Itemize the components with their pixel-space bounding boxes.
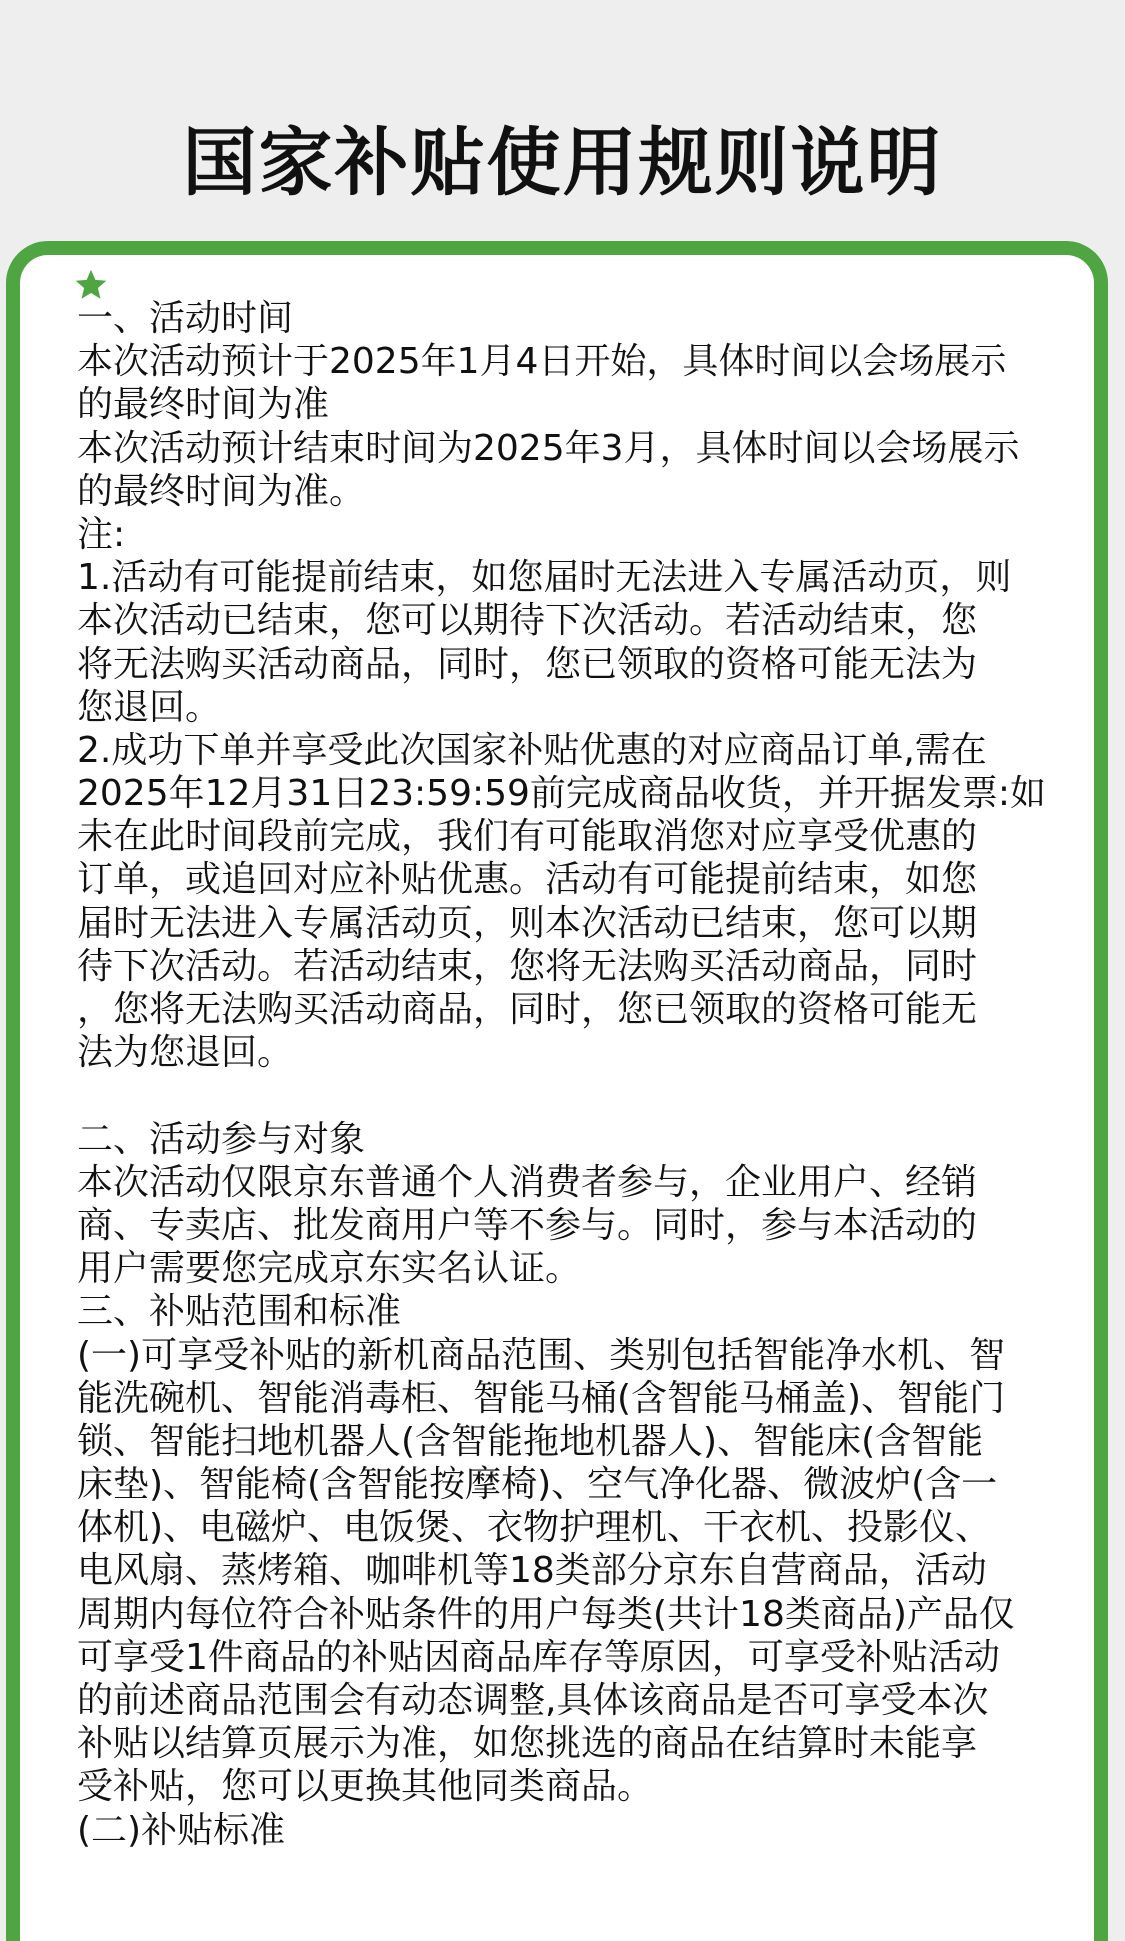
- rules-line: 届时无法进入专属活动页，则本次活动已结束，您可以期: [77, 902, 978, 944]
- rules-line: 锁、智能扫地机器人(含智能拖地机器人)、智能床(含智能: [77, 1420, 984, 1462]
- rules-line: 本次活动已结束，您可以期待下次活动。若活动结束，您: [77, 600, 978, 642]
- rules-line: 二、活动参与对象: [77, 1118, 366, 1160]
- rules-line: 床垫)、智能椅(含智能按摩椅)、空气净化器、微波炉(含一: [77, 1464, 998, 1506]
- rules-text: [77, 297, 1107, 1852]
- rules-line: 周期内每位符合补贴条件的用户每类(共计18类商品)产品仅: [77, 1593, 1015, 1635]
- blank-line: [77, 1074, 1107, 1117]
- rules-line: 三、补贴范围和标准: [77, 1291, 402, 1333]
- rules-line: 未在此时间段前完成，我们有可能取消您对应享受优惠的: [77, 816, 978, 858]
- rules-line: 待下次活动。若活动结束，您将无法购买活动商品，同时: [77, 945, 978, 987]
- rules-line: 您退回。: [77, 686, 222, 728]
- rules-line: 体机)、电磁炉、电饭煲、衣物护理机、干衣机、投影仪、: [77, 1507, 992, 1549]
- rules-line: ，您将无法购买活动商品，同时，您已领取的资格可能无: [77, 989, 978, 1030]
- rules-line: 的前述商品范围会有动态调整,具体该商品是否可享受本次: [77, 1680, 989, 1721]
- rules-line: 受补贴，您可以更换其他同类商品。: [77, 1766, 654, 1808]
- rules-line: (一)可享受补贴的新机商品范围、类别包括智能净水机、智: [77, 1334, 1006, 1376]
- rules-line: 法为您退回。: [77, 1032, 294, 1074]
- rules-line: 本次活动预计于2025年1月4日开始，具体时间以会场展示: [77, 341, 1007, 383]
- rules-line: 本次活动仅限京东普通个人消费者参与，企业用户、经销: [77, 1161, 978, 1203]
- rules-line: 商、专卖店、批发商用户等不参与。同时，参与本活动的: [77, 1204, 978, 1246]
- rules-line: 将无法购买活动商品，同时，您已领取的资格可能无法为: [77, 643, 978, 685]
- rules-line: 补贴以结算页展示为准，如您挑选的商品在结算时未能享: [77, 1723, 978, 1765]
- rules-line: (二)补贴标准: [77, 1809, 286, 1851]
- rules-line: 1.活动有可能提前结束，如您届时无法进入专属活动页，则: [77, 557, 1012, 599]
- page-title: 国家补贴使用规则说明: [182, 120, 943, 206]
- rules-line: 能洗碗机、智能消毒柜、智能马桶(含智能马桶盖)、智能门: [77, 1377, 1006, 1419]
- rules-line: 2.成功下单并享受此次国家补贴优惠的对应商品订单,需在: [77, 729, 987, 771]
- rules-line: 电风扇、蒸烤箱、咖啡机等18类部分京东自营商品，活动: [77, 1550, 987, 1592]
- rules-line: 一、活动时间: [77, 298, 294, 339]
- rules-line: 本次活动预计结束时间为2025年3月，具体时间以会场展示: [77, 427, 1020, 469]
- rules-line: 用户需要您完成京东实名认证。: [77, 1248, 582, 1290]
- rules-line: 注:: [77, 513, 126, 555]
- rules-line: 的最终时间为准: [77, 384, 330, 426]
- rules-line: 的最终时间为准。: [77, 470, 366, 512]
- rules-line: 可享受1件商品的补贴因商品库存等原因，可享受补贴活动: [77, 1636, 1000, 1678]
- rules-line: 2025年12月31日23:59:59前完成商品收货，并开据发票:如: [77, 773, 1047, 815]
- rules-line: 订单，或追回对应补贴优惠。活动有可能提前结束，如您: [77, 859, 978, 901]
- rules-card: [6, 241, 1108, 1941]
